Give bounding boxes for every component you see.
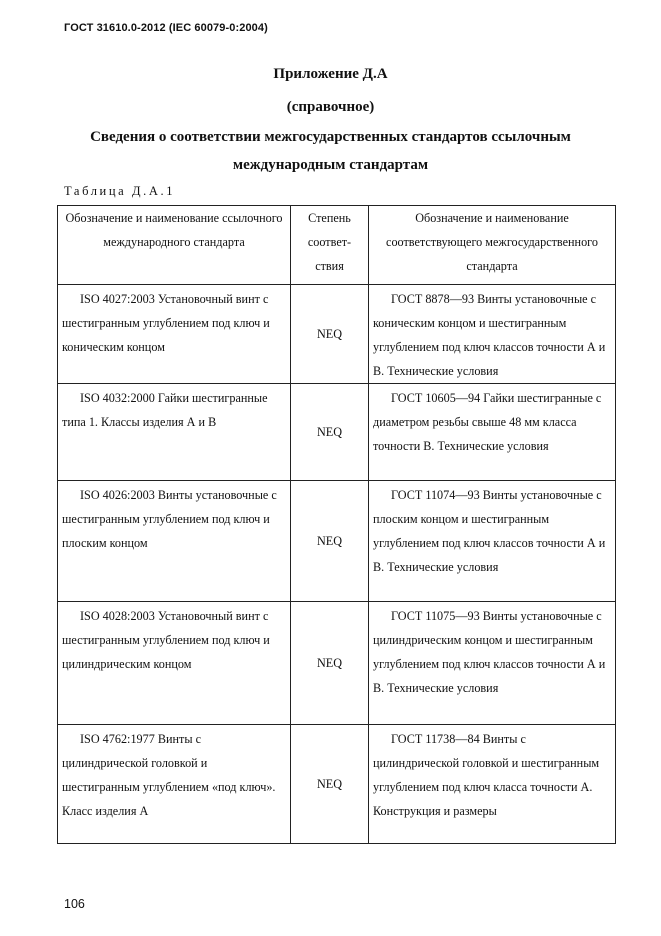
table-row xyxy=(58,285,616,384)
cell-degree: NEQ xyxy=(291,481,369,602)
table-row xyxy=(58,481,616,602)
cell-degree: NEQ xyxy=(291,725,369,844)
appendix-heading-line2: международным стандартам xyxy=(232,157,429,173)
cell-interstate: ГОСТ 11074—93 Винты установочные с плоским концом и шестигранным углублением под ключ классов точности А и В. Технические условия xyxy=(369,481,616,602)
header-interstate: Обозначение и наименование соответствующего межгосударственного стандарта xyxy=(369,206,616,285)
cell-degree: NEQ xyxy=(291,384,369,481)
appendix-heading-line1: Сведения о соответствии межгосударственных стандартов ссылочным xyxy=(90,129,571,145)
table-header-row xyxy=(58,206,616,285)
table-row xyxy=(58,602,616,725)
cell-interstate: ГОСТ 10605—94 Гайки шестигранные с диаметром резьбы свыше 48 мм класса точности В. Технические условия xyxy=(369,384,616,481)
cell-interstate: ГОСТ 11738—84 Винты с цилиндрической головкой и шестигранным углублением под ключ класса точности А. Конструкция и размеры xyxy=(369,725,616,844)
cell-interstate: ГОСТ 11075—93 Винты установочные с цилиндрическим концом и шестигранным углублением под ключ классов точности А и В. Технические условия xyxy=(369,602,616,725)
header-international: Обозначение и наименование ссылочного международного стандарта xyxy=(58,206,291,285)
table-row xyxy=(58,384,616,481)
cell-international: ISO 4027:2003 Установочный винт с шестигранным углублением под ключ и коническим концом xyxy=(58,285,291,384)
correspondence-table xyxy=(57,205,616,844)
appendix-title: Приложение Д.А xyxy=(273,66,388,82)
header-degree: Степень соответ-ствия xyxy=(291,206,369,285)
cell-international: ISO 4762:1977 Винты с цилиндрической головкой и шестигранным углублением «под ключ». Класс изделия А xyxy=(58,725,291,844)
document-header: ГОСТ 31610.0-2012 (IEC 60079-0:2004) xyxy=(64,22,268,34)
appendix-subtitle: (справочное) xyxy=(286,99,375,115)
table-caption: Таблица Д.А.1 xyxy=(64,184,176,198)
cell-degree: NEQ xyxy=(291,602,369,725)
page-number: 106 xyxy=(64,897,85,911)
cell-international: ISO 4028:2003 Установочный винт с шестигранным углублением под ключ и цилиндрическим концом xyxy=(58,602,291,725)
cell-international: ISO 4032:2000 Гайки шестигранные типа 1. Классы изделия А и В xyxy=(58,384,291,481)
cell-international: ISO 4026:2003 Винты установочные с шестигранным углублением под ключ и плоским концом xyxy=(58,481,291,602)
cell-degree: NEQ xyxy=(291,285,369,384)
table-row xyxy=(58,725,616,844)
cell-interstate: ГОСТ 8878—93 Винты установочные с коническим концом и шестигранным углублением под ключ классов точности А и В. Технические условия xyxy=(369,285,616,384)
